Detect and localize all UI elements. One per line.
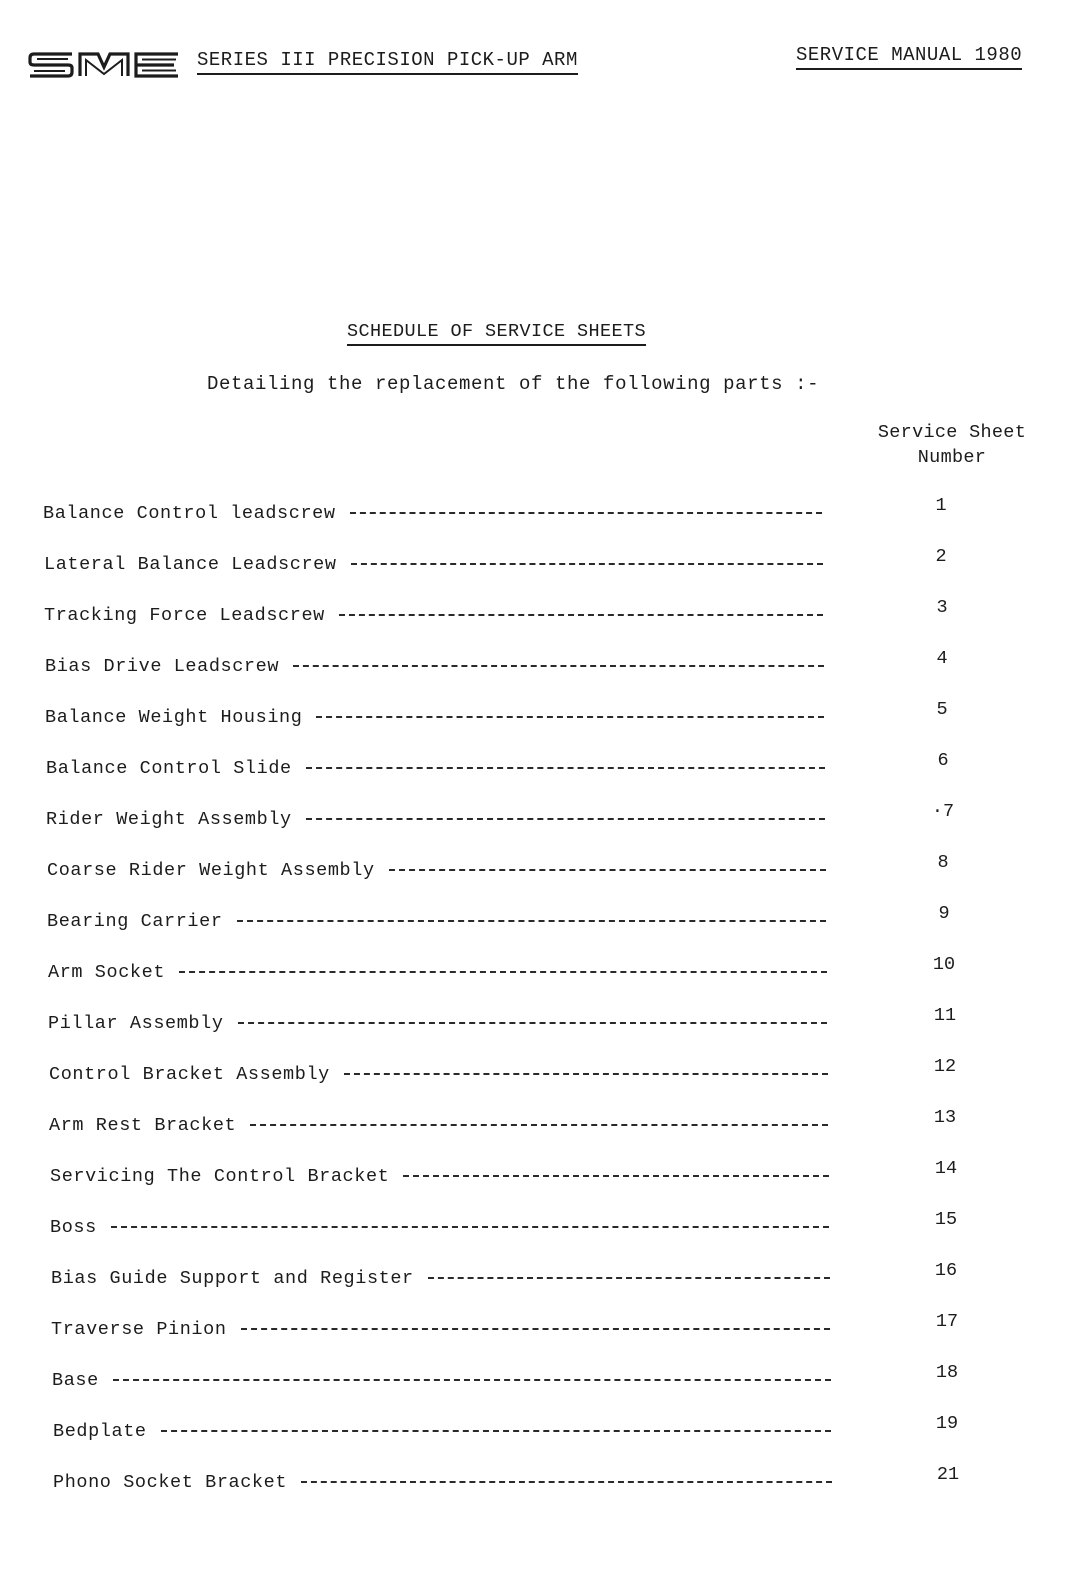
service-sheet-number: 8 [937,852,949,873]
service-sheet-number: 17 [935,1311,959,1332]
service-sheet-number: 1 [935,495,947,516]
dotted-leader [350,512,822,514]
parts-row [47,852,1080,886]
service-sheet-number: 16 [934,1260,958,1281]
parts-row [49,1107,1080,1141]
header-manual-label: SERVICE MANUAL 1980 [796,44,1022,70]
part-name: Rider Weight Assembly [46,809,292,830]
parts-row [49,1056,1080,1090]
service-sheet-number: 10 [932,954,956,975]
service-sheet-number: 13 [933,1107,957,1128]
service-sheet-number: 2 [935,546,947,567]
dotted-leader [403,1175,829,1177]
part-name: Arm Rest Bracket [49,1115,237,1136]
parts-row [48,1005,1080,1039]
service-sheet-number: 14 [934,1158,958,1179]
service-sheet-number: 11 [933,1005,957,1026]
dotted-leader [316,716,824,718]
part-name: Bias Guide Support and Register [51,1268,414,1289]
dotted-leader [306,818,825,820]
part-name: Tracking Force Leadscrew [44,605,325,626]
service-sheet-number: 12 [933,1056,957,1077]
service-sheet-number: 21 [936,1464,960,1485]
part-name: Arm Socket [48,962,166,983]
dotted-leader [301,1481,832,1483]
schedule-subtitle: Detailing the replacement of the following parts :- [207,373,820,395]
dotted-leader [241,1328,830,1330]
dotted-leader [389,869,826,871]
service-sheet-number: 9 [938,903,950,924]
parts-row [44,597,1080,631]
dotted-leader [339,614,823,616]
parts-row [46,801,1080,835]
part-name: Phono Socket Bracket [53,1472,288,1493]
dotted-leader [161,1430,831,1432]
parts-row [52,1362,1080,1396]
dotted-leader [179,971,827,973]
parts-row [43,495,1080,529]
part-name: Bearing Carrier [47,911,223,932]
dotted-leader [344,1073,828,1075]
dotted-leader [293,665,824,667]
service-sheet-number: 18 [935,1362,959,1383]
parts-row [48,954,1080,988]
part-name: Bedplate [53,1421,147,1442]
dotted-leader [238,1022,827,1024]
parts-row [44,546,1080,580]
parts-row [53,1464,1080,1498]
part-name: Boss [50,1217,97,1238]
service-sheet-number: 19 [935,1413,959,1434]
schedule-title: SCHEDULE OF SERVICE SHEETS [347,321,646,346]
dotted-leader [250,1124,828,1126]
part-name: Base [52,1370,99,1391]
dotted-leader [351,563,823,565]
part-name: Pillar Assembly [48,1013,224,1034]
part-name: Balance Control leadscrew [43,503,336,524]
dotted-leader [306,767,825,769]
dotted-leader [111,1226,829,1228]
parts-row [45,648,1080,682]
part-name: Servicing The Control Bracket [50,1166,390,1187]
part-name: Lateral Balance Leadscrew [44,554,337,575]
part-name: Balance Weight Housing [45,707,303,728]
parts-row [50,1209,1080,1243]
part-name: Bias Drive Leadscrew [45,656,280,677]
dotted-leader [428,1277,830,1279]
part-name: Coarse Rider Weight Assembly [47,860,375,881]
service-sheet-number: ·7 [931,801,955,822]
parts-row [51,1260,1080,1294]
column-header-line1: Service Sheet [877,422,1027,443]
dotted-leader [113,1379,831,1381]
parts-row [45,699,1080,733]
dotted-leader [237,920,826,922]
parts-row [51,1311,1080,1345]
part-name: Control Bracket Assembly [49,1064,330,1085]
service-sheet-number: 15 [934,1209,958,1230]
part-name: Balance Control Slide [46,758,292,779]
parts-row [50,1158,1080,1192]
service-sheet-number: 3 [936,597,948,618]
parts-row [53,1413,1080,1447]
service-sheet-number: 4 [936,648,948,669]
column-header-line2: Number [917,447,987,468]
parts-row [46,750,1080,784]
part-name: Traverse Pinion [51,1319,227,1340]
parts-row [47,903,1080,937]
service-sheet-number: 5 [936,699,948,720]
header-title: SERIES III PRECISION PICK-UP ARM [197,49,578,75]
service-sheet-number: 6 [937,750,949,771]
